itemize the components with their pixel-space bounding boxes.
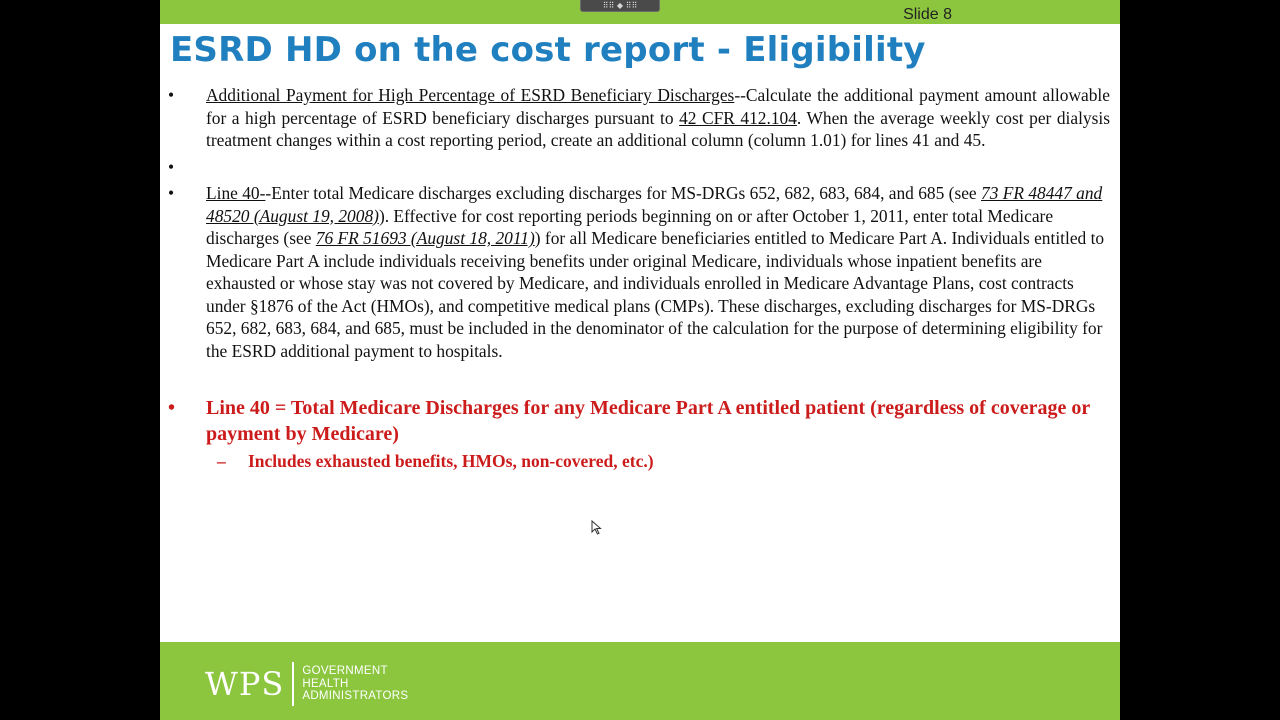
presenter-toolbar-handle[interactable] bbox=[580, 0, 660, 12]
slide bbox=[160, 0, 1120, 720]
link-42-cfr[interactable]: 42 CFR 412.104 bbox=[679, 107, 797, 128]
wps-logo bbox=[205, 662, 408, 706]
sub-bullet-text: Includes exhausted benefits, HMOs, non-covered, etc.) bbox=[248, 451, 654, 471]
link-73-fr[interactable]: 73 FR 48447 and 48520 (August 19, 2008) bbox=[206, 183, 1103, 226]
link-76-fr[interactable]: 76 FR 51693 (August 18, 2011) bbox=[315, 228, 535, 248]
logo-line: ADMINISTRATORS bbox=[302, 690, 409, 703]
drag-handle-icon: ⠿⠿ ◆ ⠿⠿ bbox=[602, 0, 638, 10]
bullet-empty bbox=[160, 156, 1120, 179]
logo-wps-text: WPS bbox=[205, 665, 285, 703]
bullet-icon: • bbox=[168, 397, 176, 419]
bullet-icon: • bbox=[168, 183, 175, 203]
mouse-cursor-icon bbox=[591, 520, 603, 536]
bullet-text: -Enter total Medicare discharges excluding discharges for MS-DRGs 652, 682, 683, 684, and 685 (see bbox=[265, 183, 982, 203]
slide-content bbox=[160, 84, 1120, 472]
slide-title: ESRD HD on the cost report - Eligibility bbox=[170, 30, 926, 70]
bullet-text: ) for all Medicare beneficiaries entitled to Medicare Part A. Individuals entitled to Medicare Part A include individuals receiving benefits under original Medicare, individuals whose inpatient benefits are exhausted or whose stay was not covered by Medicare, and individuals enrolled in Medicare Advantage Plans, cost contracts under §1876 of the Act (HMOs), and competitive medical plans (CMPs). These discharges, excluding discharges for MS-DRGs 652, 682, 683, 684, and 685, must be included in the denominator of the calculation for the purpose of determining eligibility for the ESRD additional payment to hospitals. bbox=[206, 228, 1105, 361]
bullet-additional-payment bbox=[160, 84, 1120, 152]
bullet-icon: • bbox=[168, 156, 175, 177]
sub-bullet-includes bbox=[160, 450, 1120, 472]
footer-bar bbox=[160, 642, 1120, 720]
logo-line: HEALTH bbox=[302, 677, 349, 690]
summary-text: Line 40 = Total Medicare Discharges for any Medicare Part A entitled patient (regardless of coverage or payment by Medicare) bbox=[206, 397, 1090, 445]
bullet-text: . When the average weekly cost per dialysis treatment changes within a cost reporting period, create an additional column (column 1.01) for lines 41 and 45. bbox=[206, 107, 1110, 150]
bullet-icon: • bbox=[168, 85, 175, 105]
logo-separator bbox=[292, 662, 294, 706]
bullet-line-40 bbox=[160, 182, 1120, 362]
top-bar bbox=[160, 0, 1120, 24]
slide-number: Slide 8 bbox=[903, 6, 952, 23]
dash-icon: – bbox=[217, 451, 226, 471]
logo-tagline bbox=[302, 665, 408, 703]
link-additional-payment[interactable]: Additional Payment for High Percentage of ESRD Beneficiary Discharges bbox=[206, 85, 735, 105]
logo-line: GOVERNMENT bbox=[302, 665, 388, 678]
link-line-40[interactable]: Line 40- bbox=[206, 183, 266, 203]
bullet-text: --Calculate the additional payment amount allowable for a high percentage of ESRD beneficiary discharges pursuant to bbox=[206, 85, 1110, 128]
bullet-text: ). Effective for cost reporting periods beginning on or after October 1, 2011, enter total Medicare discharges (see bbox=[206, 205, 1054, 248]
bullet-line-40-summary bbox=[160, 395, 1120, 447]
